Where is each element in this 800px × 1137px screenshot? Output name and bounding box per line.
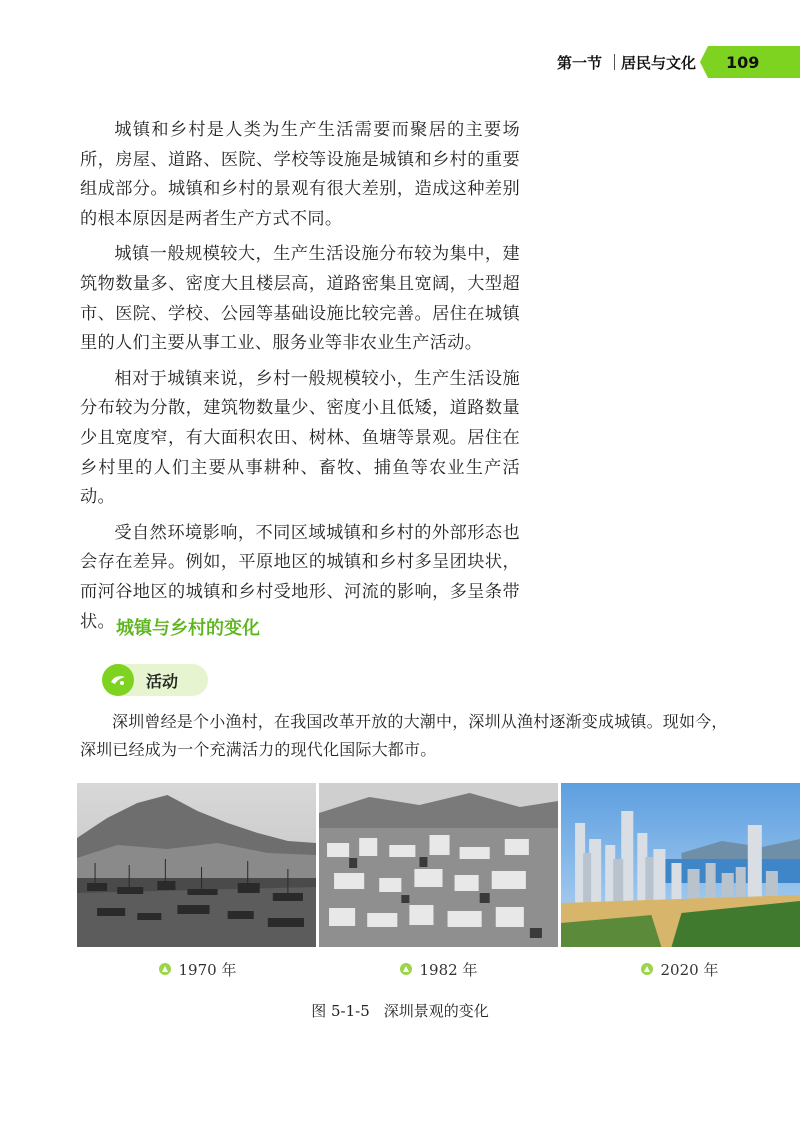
photo-1970-harbor: [77, 783, 316, 947]
figure-number: 图 5-1-5: [311, 1002, 370, 1020]
photo-strip: [77, 783, 800, 947]
photo-captions: [77, 958, 800, 980]
photo-2020-city: [561, 783, 800, 947]
caption-text: 2020 年: [660, 960, 719, 979]
page-number: 109: [726, 52, 760, 72]
figure-caption: [0, 1000, 800, 1021]
photo-caption: [77, 958, 318, 980]
page-number-tab: [708, 46, 800, 78]
paragraph: 相对于城镇来说，乡村一般规模较小，生产生活设施分布较为分散，建筑物数量少、密度小且低矮，道路数量少且宽度窄，有大面积农田、树林、鱼塘等景观。居住在乡村里的人们主要从事耕种、畜牧、捕鱼等农业生产活动。: [80, 368, 520, 508]
header-divider: [614, 54, 615, 70]
header-section: 第一节: [556, 53, 602, 72]
activity-label: 活动: [146, 672, 179, 691]
photo-caption: [318, 958, 559, 980]
caption-marker-icon: [159, 963, 171, 975]
caption-marker-icon: [400, 963, 412, 975]
paragraph: 受自然环境影响，不同区域城镇和乡村的外部形态也会存在差异。例如，平原地区的城镇和乡村多呈团块状，而河谷地区的城镇和乡村受地形、河流的影响，多呈条带状。: [80, 522, 520, 632]
header-chapter: 居民与文化: [620, 53, 696, 72]
activity-icon: [102, 664, 134, 696]
page-header: [557, 46, 800, 78]
paragraph: 城镇一般规模较大，生产生活设施分布较为集中，建筑物数量多、密度大且楼层高，道路密集且宽阔，大型超市、医院、学校、公园等基础设施比较完善。居住在城镇里的人们主要从事工业、服务业等非农业生产活动。: [80, 244, 520, 354]
activity-text: [80, 708, 740, 764]
section-title: 城镇与乡村的变化: [116, 618, 260, 639]
body-text: [80, 116, 520, 643]
photo-caption: [559, 958, 800, 980]
paragraph: 城镇和乡村是人类为生产生活需要而聚居的主要场所，房屋、道路、医院、学校等设施是城镇和乡村的重要组成部分。城镇和乡村的景观有很大差别，造成这种差别的根本原因是两者生产方式不同。: [80, 120, 520, 229]
figure-title: 深圳景观的变化: [383, 1002, 489, 1020]
caption-marker-icon: [641, 963, 653, 975]
photo-1982-town: [319, 783, 558, 947]
caption-text: 1982 年: [419, 960, 478, 979]
caption-text: 1970 年: [178, 960, 237, 979]
activity-description: 深圳曾经是个小渔村，在我国改革开放的大潮中，深圳从渔村逐渐变成城镇。现如今，深圳已经成为一个充满活力的现代化国际大都市。: [80, 712, 728, 759]
